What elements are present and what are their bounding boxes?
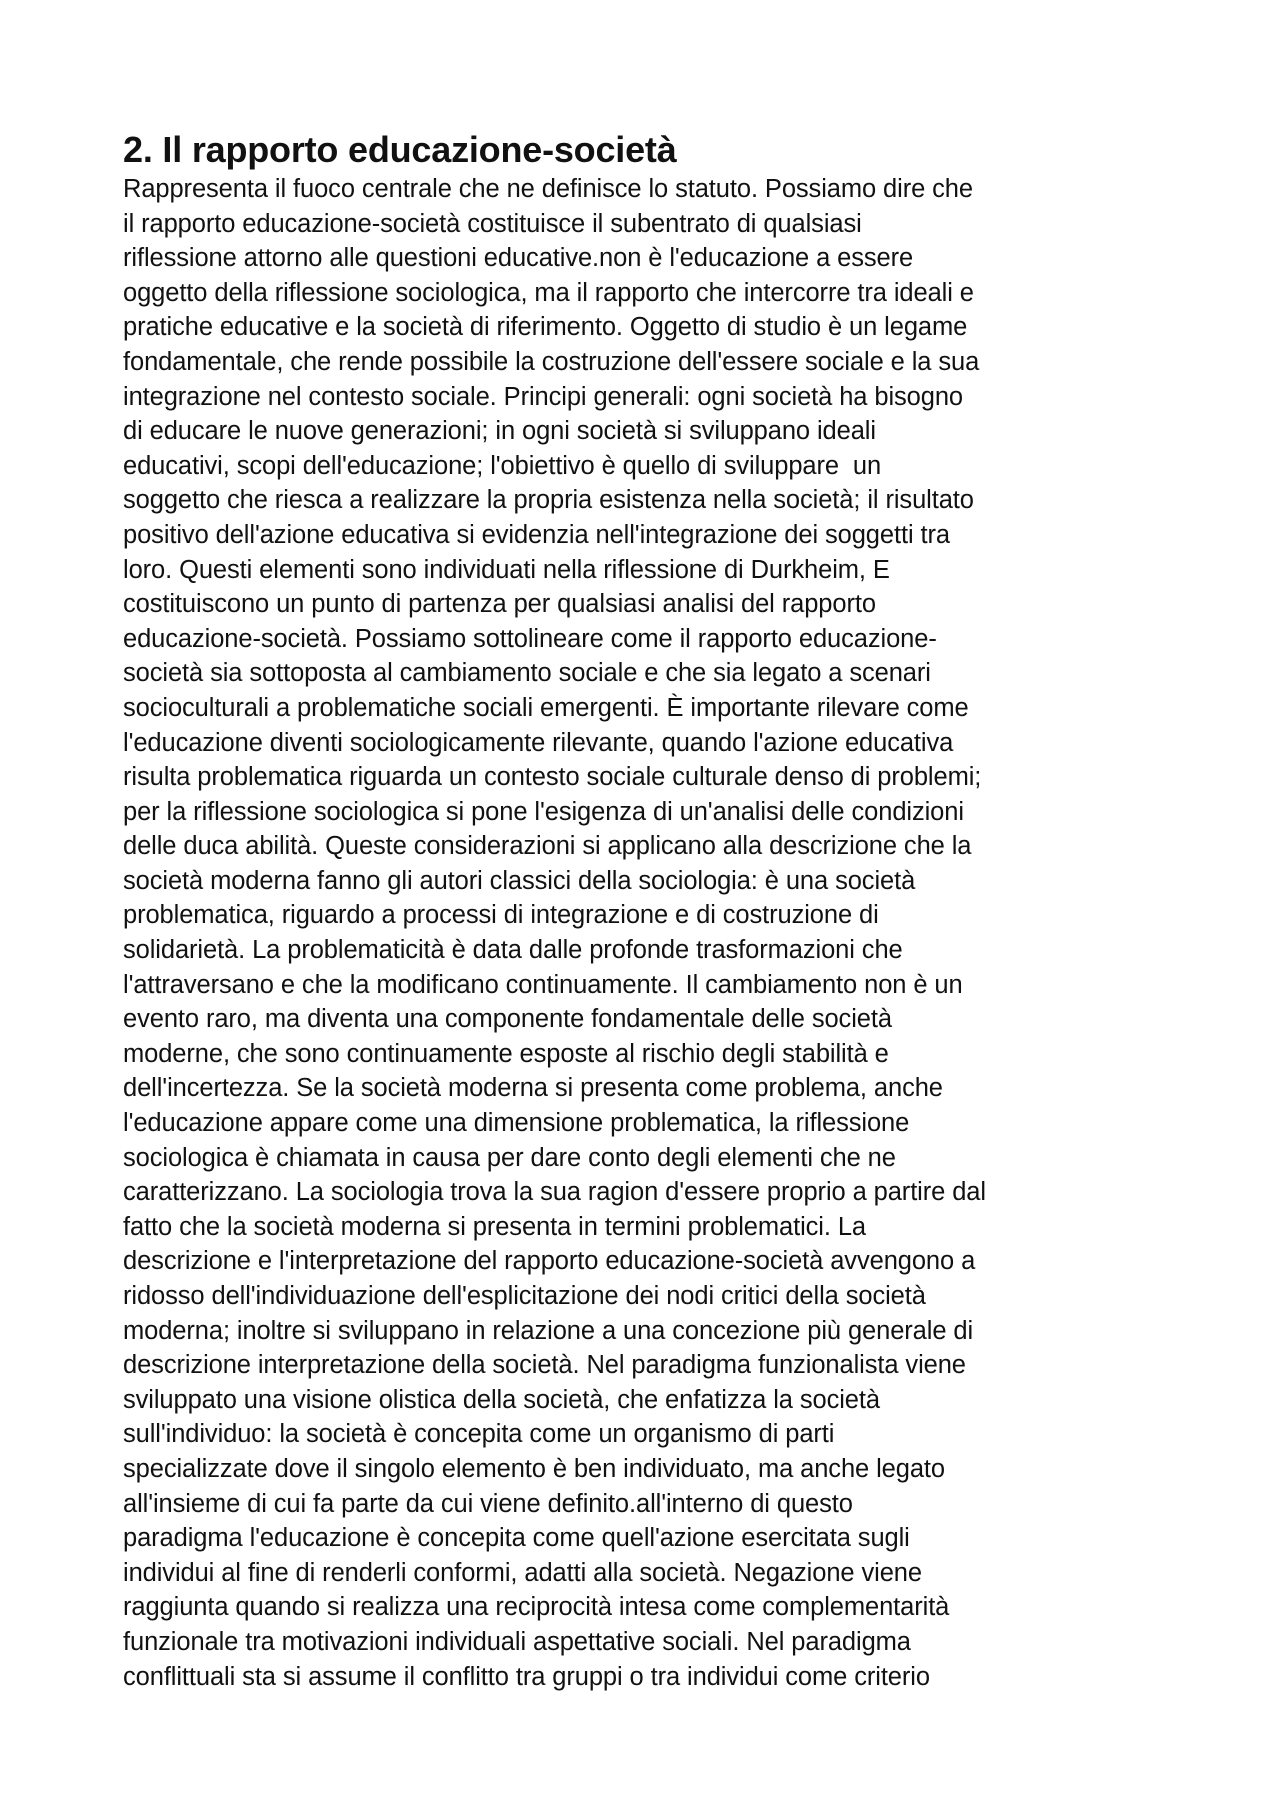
text-line: il rapporto educazione-società costituisce il subentrato di qualsiasi [123,209,862,238]
text-line: evento raro, ma diventa una componente fondamentale delle società [123,1005,892,1034]
text-line: l'attraversano e che la modificano continuamente. Il cambiamento non è un [123,970,963,999]
text-line: oggetto della riflessione sociologica, ma il rapporto che intercorre tra ideali e [123,278,974,307]
text-line: l'educazione diventi sociologicamente rilevante, quando l'azione educativa [123,728,954,757]
text-line: soggetto che riesca a realizzare la propria esistenza nella società; il risultato [123,486,974,515]
text-line: risulta problematica riguarda un contesto sociale culturale denso di problemi; [123,763,982,792]
text-line: individui al fine di renderli conformi, adatti alla società. Negazione viene [123,1558,922,1587]
text-line: loro. Questi elementi sono individuati nella riflessione di Durkheim, E [123,555,890,584]
text-line: ridosso dell'individuazione dell'esplicitazione dei nodi critici della società [123,1282,926,1310]
text-line: sull'individuo: la società è concepita come un organismo di parti [123,1420,835,1449]
text-line: società moderna fanno gli autori classici della sociologia: è una società [123,866,916,895]
document-page [123,128,1183,1694]
text-line: costituiscono un punto di partenza per qualsiasi analisi del rapporto [123,590,876,619]
text-line: sociologica è chiamata in causa per dare conto degli elementi che ne [123,1143,896,1172]
section-heading: 2. Il rapporto educazione-società [123,129,677,170]
text-line: di educare le nuove generazioni; in ogni società si sviluppano ideali [123,417,876,446]
text-line: positivo dell'azione educativa si evidenzia nell'integrazione dei soggetti tra [123,520,950,549]
text-line: all'insieme di cui fa parte da cui viene definito.all'interno di questo [123,1489,853,1518]
text-line: fatto che la società moderna si presenta in termini problematici. La [123,1212,866,1241]
text-line: descrizione e l'interpretazione del rapporto educazione-società avvengono a [123,1247,976,1276]
text-line: moderna; inoltre si sviluppano in relazione a una concezione più generale di [123,1316,974,1345]
text-line: sviluppato una visione olistica della società, che enfatizza la società [123,1385,880,1414]
text-line: riflessione attorno alle questioni educative.non è l'educazione a essere [123,244,914,273]
text-line: l'educazione appare come una dimensione problematica, la riflessione [123,1109,910,1138]
text-line: solidarietà. La problematicità è data dalle profonde trasformazioni che [123,936,903,965]
text-line: specializzate dove il singolo elemento è ben individuato, ma anche legato [123,1454,945,1483]
text-line: Rappresenta il fuoco centrale che ne definisce lo statuto. Possiamo dire che [123,175,973,203]
text-line: socioculturali a problematiche sociali emergenti. È importante rilevare come [123,693,969,722]
text-line: per la riflessione sociologica si pone l'esigenza di un'analisi delle condizioni [123,797,964,826]
text-line: educativi, scopi dell'educazione; l'obiettivo è quello di sviluppare un [123,451,882,480]
text-line: descrizione interpretazione della società. Nel paradigma funzionalista viene [123,1351,966,1380]
text-line: integrazione nel contesto sociale. Principi generali: ogni società ha bisogno [123,382,964,411]
body-paragraph [123,172,1183,1694]
text-line: conflittuali sta si assume il conflitto tra gruppi o tra individui come criterio [123,1662,930,1691]
text-line: raggiunta quando si realizza una reciprocità intesa come complementarità [123,1593,950,1622]
text-line: problematica, riguardo a processi di integrazione e di costruzione di [123,901,879,930]
text-line: pratiche educative e la società di riferimento. Oggetto di studio è un legame [123,313,968,342]
text-line: fondamentale, che rende possibile la costruzione dell'essere sociale e la sua [123,347,980,376]
text-line: caratterizzano. La sociologia trova la sua ragion d'essere proprio a partire dal [123,1178,986,1207]
text-line: educazione-società. Possiamo sottolineare come il rapporto educazione- [123,624,937,653]
text-line: moderne, che sono continuamente esposte al rischio degli stabilità e [123,1039,889,1068]
text-line: funzionale tra motivazioni individuali aspettative sociali. Nel paradigma [123,1627,911,1656]
text-line: dell'incertezza. Se la società moderna si presenta come problema, anche [123,1074,943,1103]
text-line: delle duca abilità. Queste considerazioni si applicano alla descrizione che la [123,832,972,861]
text-line: società sia sottoposta al cambiamento sociale e che sia legato a scenari [123,659,931,688]
text-line: paradigma l'educazione è concepita come quell'azione esercitata sugli [123,1524,910,1553]
